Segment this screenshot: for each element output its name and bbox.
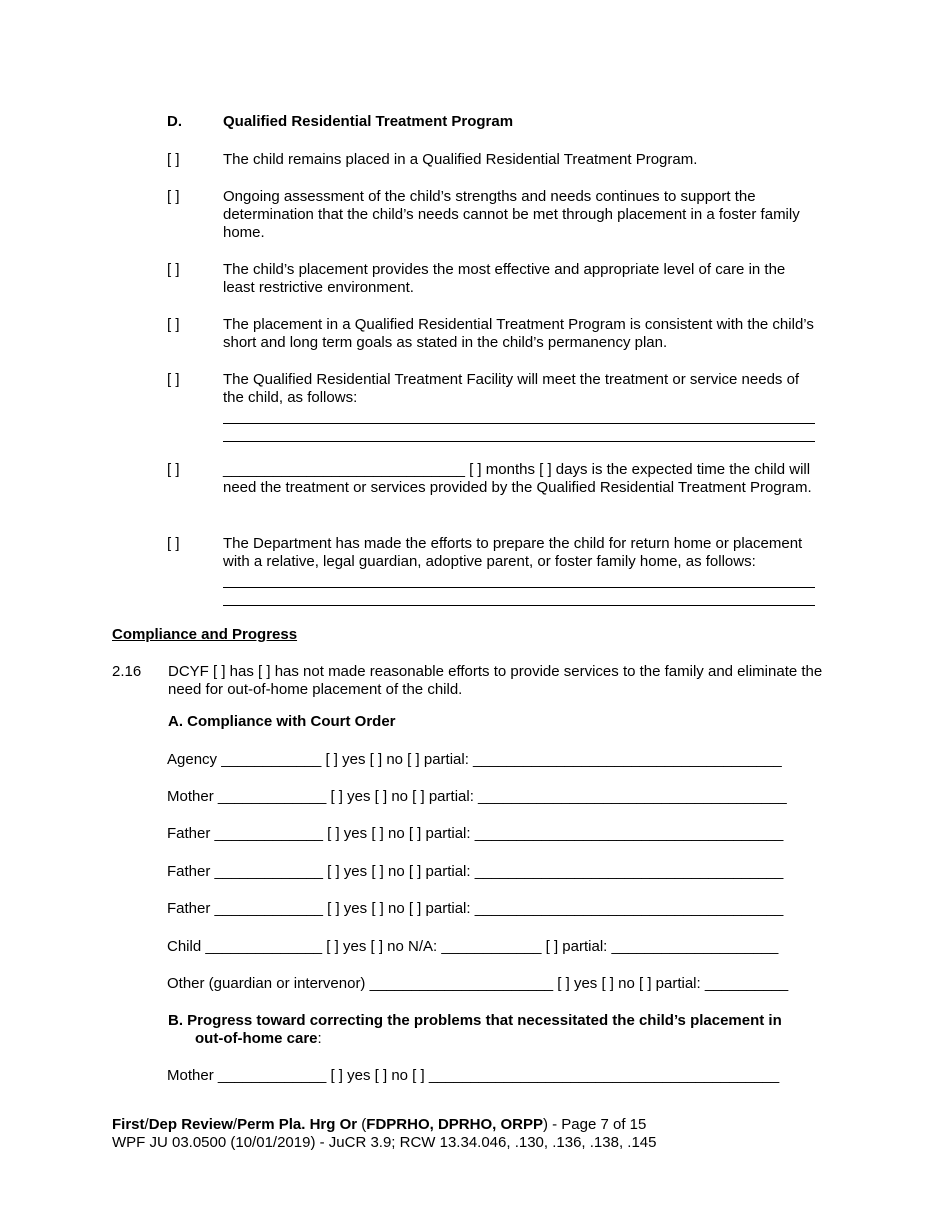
- subsection-b-title: B. Progress toward correcting the problems that necessitated the child’s placement in: [168, 1012, 782, 1029]
- compliance-row-child[interactable]: Child ______________ [ ] yes [ ] no N/A: ____________ [ ] partial: ____________________: [167, 938, 779, 955]
- checkbox-expected-time[interactable]: [ ]: [167, 461, 180, 478]
- checkbox-effective-care[interactable]: [ ]: [167, 261, 180, 278]
- checkbox-ongoing-assessment[interactable]: [ ]: [167, 188, 180, 205]
- subsection-a-title: A. Compliance with Court Order: [168, 713, 396, 730]
- footer-title-part: First: [112, 1116, 145, 1133]
- qrtp-item-3: The child’s placement provides the most effective and appropriate level of care in the least restrictive environment.: [223, 261, 786, 296]
- department-efforts-line-1[interactable]: [223, 587, 815, 588]
- compliance-row-father-1[interactable]: Father _____________ [ ] yes [ ] no [ ] partial: _____________________________________: [167, 825, 784, 842]
- compliance-heading: Compliance and Progress: [112, 626, 298, 643]
- qrtp-item-4: The placement in a Qualified Residential Treatment Program is consistent with the child’s short and long term goals as stated in the child’s permanency plan.: [223, 316, 814, 351]
- footer-title-part: Dep Review: [148, 1116, 233, 1133]
- reasonable-efforts-text: DCYF [ ] has [ ] has not made reasonable efforts to provide services to the family and eliminate the need for out-of-home placement of the child.: [168, 663, 823, 698]
- qrtp-item-6: _____________________________ [ ] months [ ] days is the expected time the child will need the treatment or services provided by the Qualified Residential Treatment Program.: [223, 461, 812, 496]
- treatment-needs-line-1[interactable]: [223, 423, 815, 424]
- compliance-row-father-2[interactable]: Father _____________ [ ] yes [ ] no [ ] partial: _____________________________________: [167, 863, 784, 880]
- footer-form-reference: WPF JU 03.0500 (10/01/2019) - JuCR 3.9; RCW 13.34.046, .130, .136, .138, .145: [112, 1134, 657, 1151]
- checkbox-treatment-needs[interactable]: [ ]: [167, 371, 180, 388]
- subsection-b-bold-text: out-of-home care: [195, 1030, 318, 1047]
- footer-title-sep: (: [357, 1116, 367, 1133]
- section-number-2-16: 2.16: [112, 663, 142, 680]
- qrtp-item-5: The Qualified Residential Treatment Facility will meet the treatment or service needs of the child, as follows:: [223, 371, 800, 406]
- department-efforts-line-2[interactable]: [223, 605, 815, 606]
- subsection-b-title-line-2: [195, 1030, 322, 1048]
- footer-title-sep: /: [232, 1116, 238, 1133]
- treatment-needs-line-2[interactable]: [223, 441, 815, 442]
- compliance-row-agency[interactable]: Agency ____________ [ ] yes [ ] no [ ] partial: _____________________________________: [167, 751, 782, 768]
- checkbox-consistent-goals[interactable]: [ ]: [167, 316, 180, 333]
- section-d-letter: D.: [167, 113, 182, 130]
- subsection-b-colon: :: [317, 1030, 322, 1047]
- footer-form-title: [112, 1116, 646, 1134]
- footer-title-part: Perm Pla. Hrg Or: [237, 1116, 358, 1133]
- footer-page-number: ) - Page 7 of 15: [542, 1116, 647, 1133]
- compliance-row-other[interactable]: Other (guardian or intervenor) ______________________ [ ] yes [ ] no [ ] partial: __________: [167, 975, 789, 992]
- qrtp-item-1: The child remains placed in a Qualified Residential Treatment Program.: [223, 151, 698, 168]
- qrtp-item-2: Ongoing assessment of the child’s strengths and needs continues to support the determination that the child’s needs cannot be met through placement in a foster family home.: [223, 188, 800, 241]
- section-d-title: Qualified Residential Treatment Program: [223, 113, 514, 130]
- checkbox-qrtp-placed[interactable]: [ ]: [167, 151, 180, 168]
- footer-form-codes: FDPRHO, DPRHO, ORPP: [366, 1116, 543, 1133]
- compliance-row-father-3[interactable]: Father _____________ [ ] yes [ ] no [ ] partial: _____________________________________: [167, 900, 784, 917]
- footer-title-sep: /: [144, 1116, 149, 1133]
- checkbox-department-efforts[interactable]: [ ]: [167, 535, 180, 552]
- qrtp-item-7: The Department has made the efforts to prepare the child for return home or placement with a relative, legal guardian, adoptive parent, or foster family home, as follows:: [223, 535, 803, 570]
- compliance-row-mother[interactable]: Mother _____________ [ ] yes [ ] no [ ] partial: _____________________________________: [167, 788, 787, 805]
- progress-row-mother[interactable]: Mother _____________ [ ] yes [ ] no [ ] __________________________________________: [167, 1067, 780, 1084]
